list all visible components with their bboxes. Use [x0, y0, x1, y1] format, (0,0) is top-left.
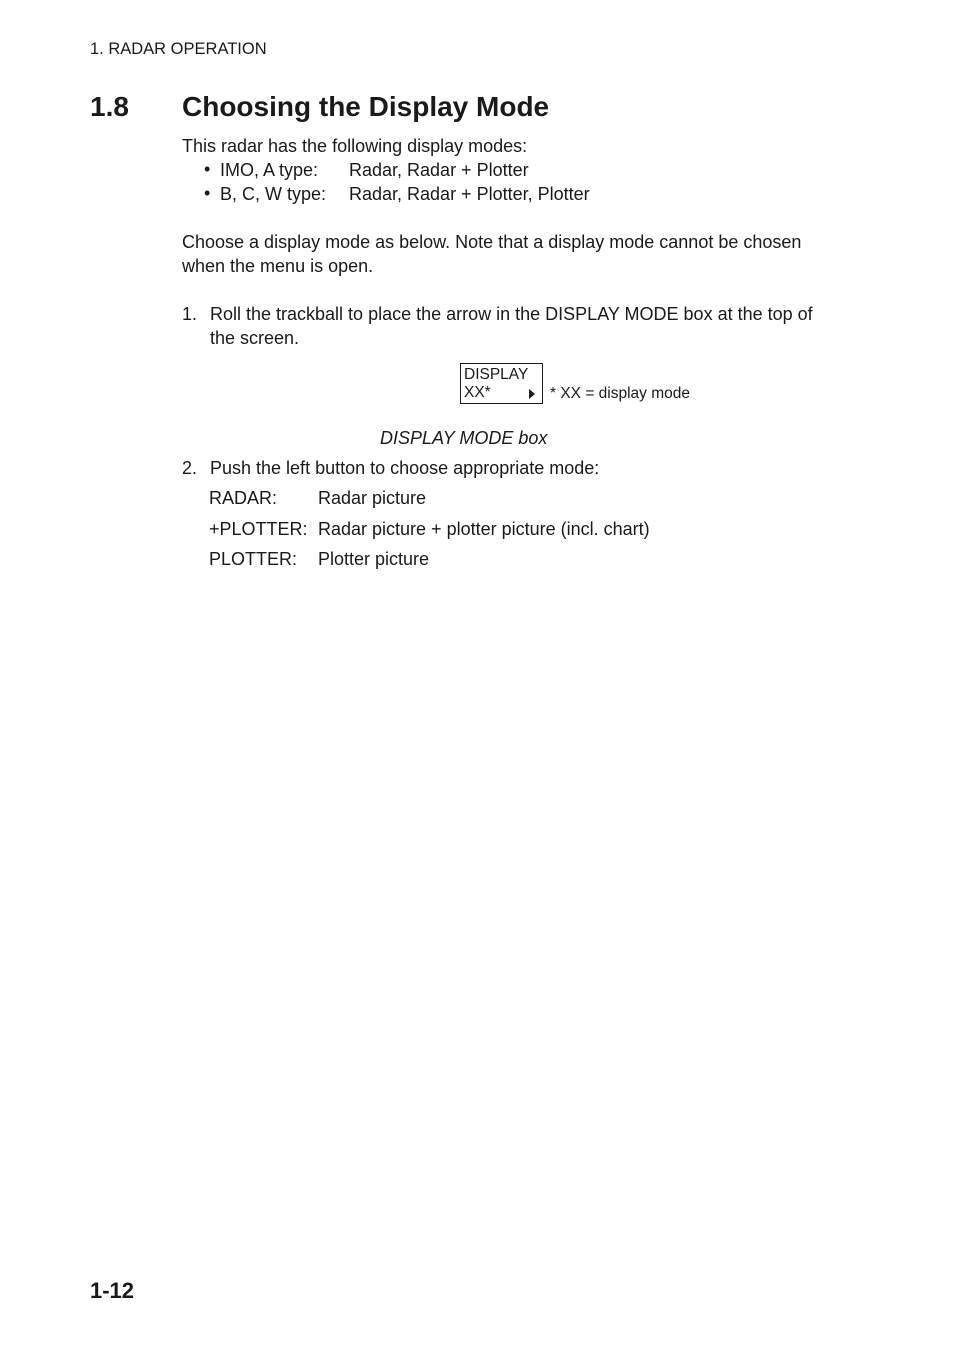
mode-type-label: B, C, W type: — [220, 184, 327, 204]
bullet-icon: • — [204, 159, 211, 179]
mode-type-values: Radar, Radar + Plotter, Plotter — [349, 184, 590, 204]
mode-type-label: IMO, A type: — [220, 160, 319, 180]
display-mode-box — [460, 363, 543, 404]
display-mode-box-value: XX* — [464, 384, 491, 401]
step-text-line: Roll the trackball to place the arrow in the DISPLAY MODE box at the top of — [210, 304, 813, 324]
mode-name: RADAR: — [209, 488, 278, 508]
mode-name: +PLOTTER: — [209, 519, 308, 539]
mode-description: Radar picture + plotter picture (incl. chart) — [318, 519, 650, 539]
figure-caption: DISPLAY MODE box — [380, 428, 548, 448]
step-number: 2. — [182, 458, 198, 478]
mode-description: Radar picture — [318, 488, 427, 508]
step-number: 1. — [182, 304, 198, 324]
bullet-icon: • — [204, 183, 211, 203]
running-header: 1. RADAR OPERATION — [90, 40, 267, 58]
display-mode-note: * XX = display mode — [550, 385, 691, 402]
mode-name: PLOTTER: — [209, 549, 298, 569]
triangle-right-icon — [529, 389, 535, 399]
mode-type-values: Radar, Radar + Plotter — [349, 160, 529, 180]
step-text-line: Push the left button to choose appropriate mode: — [210, 458, 600, 478]
instruction-line: Choose a display mode as below. Note that a display mode cannot be chosen — [182, 232, 802, 252]
section-title: Choosing the Display Mode — [182, 91, 550, 122]
section-number: 1.8 — [90, 91, 129, 122]
display-mode-box-title: DISPLAY — [464, 366, 529, 383]
instruction-line: when the menu is open. — [182, 256, 374, 276]
intro-paragraph: This radar has the following display modes: — [182, 136, 528, 156]
page-number: 1-12 — [90, 1278, 135, 1303]
mode-description: Plotter picture — [318, 549, 430, 569]
step-text-line: the screen. — [210, 328, 300, 348]
